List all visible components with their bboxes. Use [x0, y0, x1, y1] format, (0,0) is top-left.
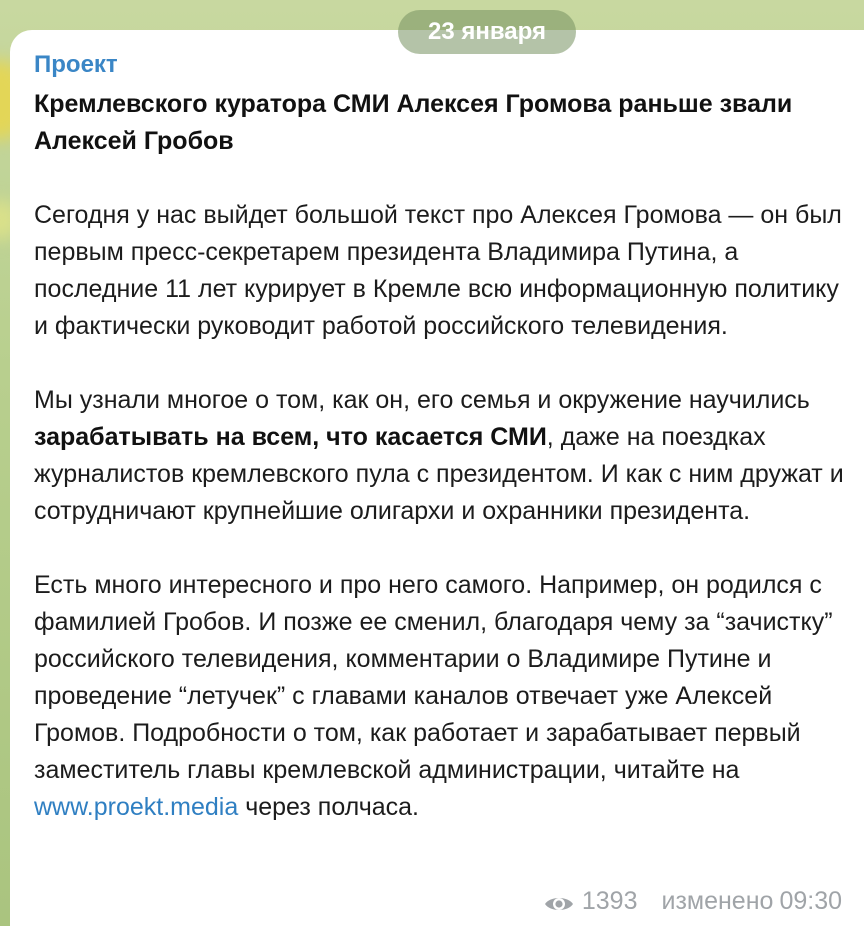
channel-name[interactable]: Проект [34, 51, 118, 78]
post-paragraph [34, 567, 846, 826]
post-paragraph [34, 382, 846, 530]
post-title: Кремлевского куратора СМИ Алексея Громова раньше звали Алексей Гробов [34, 90, 793, 155]
post-paragraph: Сегодня у нас выйдет большой текст про Алексея Громова — он был первым пресс-секретарем президента Владимира Путина, а последние 11 лет курирует в Кремле всю информационную политику и фактически руководит работой российского телевидения. [34, 201, 842, 340]
text-segment: Есть много интересного и про него самого. Например, он родился с фамилией Гробов. И позже ее сменил, благодаря чему за “зачистку” российского телевидения, комментарии о Владимире Путине и проведение “летучек” с главами каналов отвечает уже Алексей Громов. Подробности о том, как работает и зарабатывает первый заместитель главы кремлевской администрации, читайте на [34, 571, 833, 784]
text-segment: , даже на поездках журналистов кремлевского пула с президентом. И как с ним дружат и сотрудничают крупнейшие олигархи и охранники президента. [34, 423, 844, 525]
edited-label: изменено [661, 887, 774, 915]
bold-text: зарабатывать на всем, что касается СМИ [34, 423, 547, 451]
text-segment: через полчаса. [238, 793, 419, 821]
proekt-media-link[interactable]: www.proekt.media [34, 793, 239, 821]
message-time: 09:30 [779, 887, 842, 915]
text-segment: Мы узнали многое о том, как он, его семья и окружение научились [34, 386, 810, 414]
message-bubble[interactable] [10, 30, 864, 926]
message-meta [544, 886, 842, 916]
eye-icon [544, 891, 574, 911]
view-count: 1393 [581, 887, 638, 915]
date-separator: 23 января [398, 10, 576, 54]
